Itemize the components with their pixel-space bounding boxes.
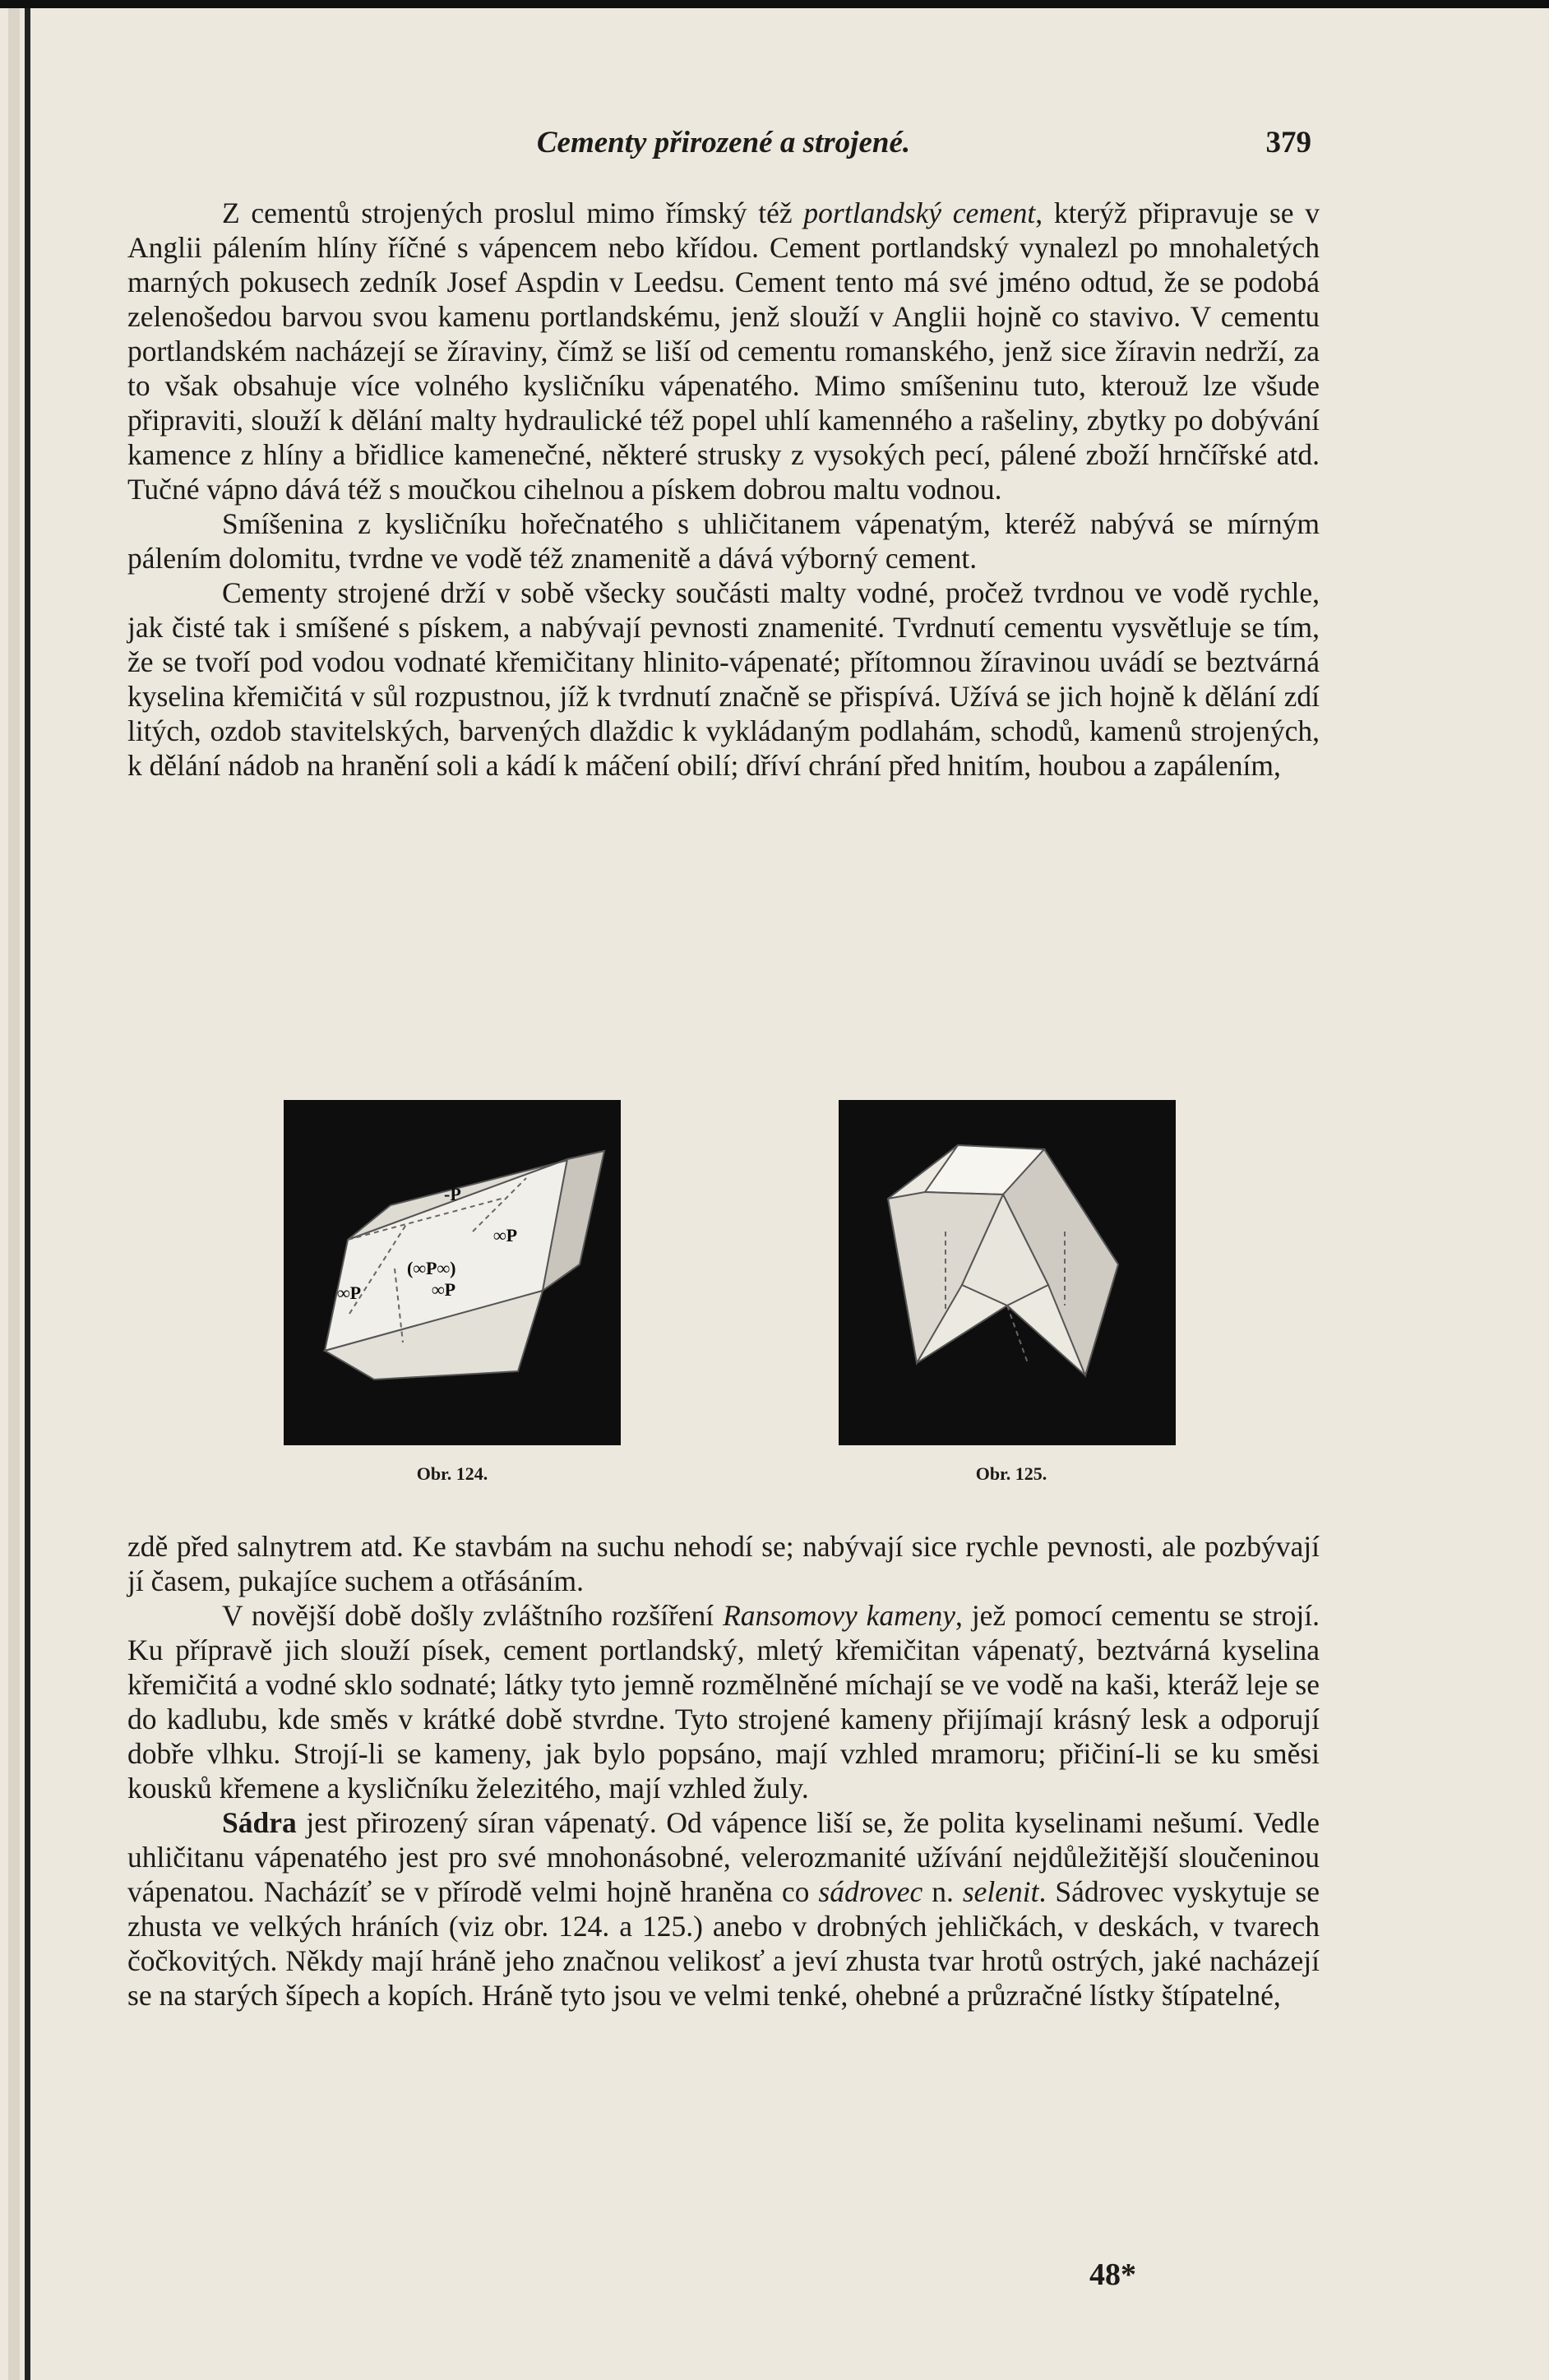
term-sadrovec: sádrovec: [818, 1875, 923, 1908]
term-ransom-stones: Ransomovy kameny: [723, 1599, 956, 1632]
running-title: Cementy přirozené a strojené.: [536, 126, 911, 159]
term-selenit: selenit: [962, 1875, 1039, 1908]
label-inf-p-center: ∞P: [432, 1279, 456, 1300]
paragraph-gypsum: Sádra jest přirozený síran vápenatý. Od vápence liší se, že polita kyselinami nešumí. Vedle uhličitanu vápenatého jest pro své mnohonásobné, velerozmanité užívání nejdůležitější sloučeninou vápenatou. Nacházíť se v přírodě velmi hojně hraněna co sádrovec n. selenit. Sádrovec vyskytuje se zhusta ve velkých hráních (viz obr. 124. a 125.) anebo v drobných jehličkách, v deskách, v tvarech čočkovitých. Někdy mají hráně jeho značnou velikosť a jeví zhusta tvar hrotů ostrých, jaké nacházejí se na starých šípech a kopích. Hráně tyto jsou ve velmi tenké, ohebné a průzračné lístky štípatelné,: [127, 1806, 1320, 2012]
scan-border: [0, 0, 1549, 8]
signature-mark: 48*: [1089, 2258, 1136, 2292]
paragraph-ransom-stones: V novější době došly zvláštního rozšíření Ransomovy kameny, jež pomocí cementu se strojí. Ku přípravě jich slouží písek, cement portlandský, mletý křemičitan vápenatý, beztvárná kyselina křemičitá a vodné sklo sodnaté; látky tyto jemně rozmělněné míchají se ve vodě na kaši, kteráž leje se do kadlubu, kde směs v krátké době stvrdne. Tyto strojené kameny přijímají krásný lesk a odporují dobře vlhku. Strojí-li se kameny, jak bylo popsáno, mají vzhled mramoru; přičiní-li se ku směsi kousků křemene a kysličníku železitého, mají vzhled žuly.: [127, 1599, 1320, 1805]
page-header: [127, 125, 1320, 166]
binding-edge: [25, 0, 30, 2380]
term-portland-cement: portlandský cement: [803, 196, 1036, 229]
figure-125-crystal: [839, 1100, 1176, 1445]
term-gypsum: Sádra: [222, 1806, 297, 1839]
paragraph-dolomite-cement: Smíšenina z kysličníku hořečnatého s uhličitanem vápenatým, kteréž nabývá se mírným pálením dolomitu, tvrdne ve vodě též znamenitě a dává výborný cement.: [127, 507, 1320, 575]
label-inf-p-left: ∞P: [337, 1282, 362, 1303]
label-inf-p-inf: (∞P∞): [407, 1258, 456, 1278]
body-text-top: [127, 196, 1320, 783]
paragraph-continuation: zdě před salnytrem atd. Ke stavbám na suchu nehodí se; nabývají sice rychle pevnosti, ale pozbývají jí časem, pukajíce suchem a otřásáním.: [127, 1530, 1320, 1597]
paragraph-artificial-cements: Cementy strojené drží v sobě všecky součásti malty vodné, pročež tvrdnou ve vodě rychle, jak čisté tak i smíšené s pískem, a nabývají pevnosti znamenité. Tvrdnutí cementu vysvětluje se tím, že se tvoří pod vodou vodnaté křemičitany hlinito-vápenaté; přítomnou žíravinou uvádí se beztvárná kyselina křemičitá v sůl rozpustnou, jíž k tvrdnutí značně se přispívá. Užívá se jich hojně k dělání zdí litých, ozdob stavitelských, barvených dlaždic k vykládaným podlahám, schodů, kamenů strojených, k dělání nádob na hranění soli a kádí k máčení obilí; dříví chrání před hnitím, houbou a zapálením,: [127, 576, 1320, 782]
page-number: 379: [1265, 126, 1311, 159]
body-text-bottom: [127, 1529, 1320, 2013]
paragraph-portland-cement: Z cementů strojených proslul mimo římský též portlandský cement, kterýž připravuje se v Anglii pálením hlíny říčné s vápencem nebo křídou. Cement portlandský vynalezl po mnohaletých marných pokusech zedník Josef Aspdin v Leedsu. Cement tento má své jméno odtud, že se podobá zelenošedou barvou svou kamenu portlandskému, jenž slouží v Anglii hojně co stavivo. V cementu portlandském nacházejí se žíraviny, čímž se liší od cementu romanského, jenž sice žíravin nedrží, za to však obsahuje více volného kysličníku vápenatého. Mimo smíšeninu tuto, kterouž lze všude připraviti, slouží k dělání malty hydraulické též popel uhlí kamenného a rašeliny, zbytky po dobývání kamence z hlíny a břidlice kamenečné, některé strusky z vysokých pecí, pálené zboží hrnčířské atd. Tučné vápno dává též s moučkou cihelnou a pískem dobrou maltu vodnou.: [127, 196, 1320, 506]
label-inf-p-right: ∞P: [493, 1225, 518, 1245]
figure-124-caption: Obr. 124.: [416, 1463, 488, 1484]
figure-125-caption: Obr. 125.: [975, 1463, 1047, 1484]
page-edge: [8, 0, 20, 2380]
label-minus-p: -P: [444, 1184, 461, 1204]
crystal-125-drawing: [839, 1100, 1176, 1445]
crystal-124-drawing: [284, 1100, 621, 1445]
figure-124-crystal: [284, 1100, 621, 1445]
